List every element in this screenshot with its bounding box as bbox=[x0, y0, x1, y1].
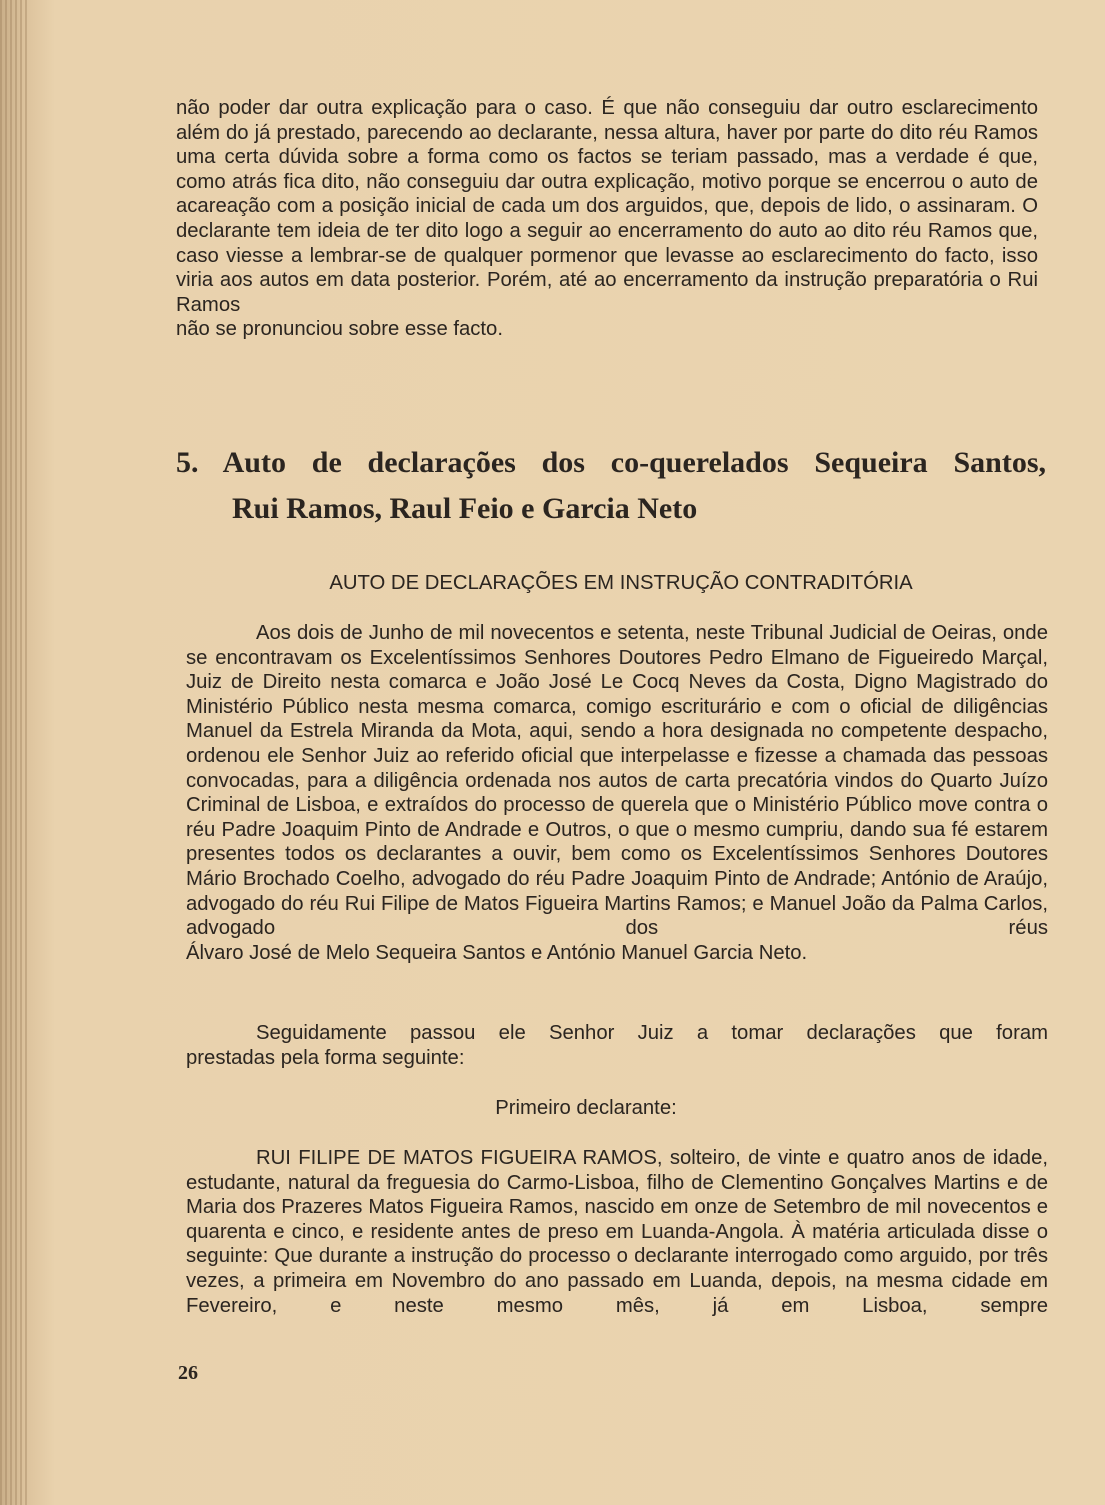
page-number: 26 bbox=[178, 1362, 198, 1384]
paragraph-first-declarant bbox=[186, 1146, 1048, 1318]
paragraph-first-declarant-body: RUI FILIPE DE MATOS FIGUEIRA RAMOS, solteiro, de vinte e quatro anos de idade, estudante, natural da freguesia do Carmo-Lisboa, filho de Clementino Gonçalves Martins e de Maria dos Prazeres Matos Figueira Ramos, nascido em onze de Setembro de mil novecentos e quarenta e cinco, e residente antes de preso em Luanda-Angola. À matéria articulada disse o seguinte: Que durante a instrução do processo o declarante interrogado como arguido, por três vezes, a primeira em Novembro do ano passado em Luanda, depois, na mesma cidade em Fevereiro, e neste mesmo mês, já em Lisboa, sempre bbox=[186, 1147, 1048, 1317]
paragraph-opening-last-line: Álvaro José de Melo Sequeira Santos e António Manuel Garcia Neto. bbox=[186, 941, 808, 964]
book-gutter bbox=[0, 0, 28, 1505]
section-heading-line-2: Rui Ramos, Raul Feio e Garcia Neto bbox=[232, 492, 698, 525]
paragraph-declarations-body: Seguidamente passou ele Senhor Juiz a tomar declarações que foram bbox=[256, 1022, 1048, 1044]
paragraph-opening bbox=[186, 621, 1048, 965]
paragraph-continuation-body: não poder dar outra explicação para o caso. É que não conseguiu dar outro esclarecimento além do já prestado, parecendo ao declarante, nessa altura, haver por parte do dito réu Ramos uma certa dúvida sobre a forma como os factos se teriam passado, mas a verdade é que, como atrás fica dito, não conseguiu dar outra explicação, motivo porque se encerrou o auto de acareação com a posição inicial de cada um dos arguidos, que, depois de lido, o assinaram. O declarante tem ideia de ter dito logo a seguir ao encerramento do auto ao dito réu Ramos que, caso viesse a lembrar-se de qualquer pormenor que levasse ao esclarecimento do facto, isso viria aos autos em data posterior. Porém, até ao encerramento da instrução preparatória o Rui Ramos bbox=[176, 97, 1038, 316]
document-title: AUTO DE DECLARAÇÕES EM INSTRUÇÃO CONTRADITÓRIA bbox=[329, 572, 913, 594]
paragraph-continuation-last-line: não se pronunciou sobre esse facto. bbox=[176, 318, 503, 341]
paragraph-opening-body: Aos dois de Junho de mil novecentos e setenta, neste Tribunal Judicial de Oeiras, onde se encontravam os Excelentíssimos Senhores Doutores Pedro Elmano de Figueiredo Marçal, Juiz de Direito nesta comarca e João José Le Cocq Neves da Costa, Digno Magistrado do Ministério Público nesta mesma comarca, comigo escriturário e com o oficial de diligências Manuel da Estrela Miranda da Mota, aqui, sendo a hora designada no competente despacho, ordenou ele Senhor Juiz ao referido oficial que interpelasse e fizesse a chamada das pessoas convocadas, para a diligência ordenada nos autos de carta precatória vindos do Quarto Juízo Criminal de Lisboa, e extraídos do processo de querela que o Ministério Público move contra o réu Padre Joaquim Pinto de Andrade e Outros, o que o mesmo cumpriu, dando sua fé estarem presentes todos os declarantes a ouvir, bem como os Excelentíssimos Senhores Doutores Mário Brochado Coelho, advogado do réu Padre Joaquim Pinto de Andrade; António de Araújo, advogado do réu Rui Filipe de Matos Figueira Martins Ramos; e Manuel João da Palma Carlos, advogado dos réus bbox=[186, 622, 1048, 940]
paragraph-declarations bbox=[186, 1021, 1048, 1070]
section-heading-line-1: 5. Auto de declarações dos co-querelados Sequeira Santos, bbox=[176, 446, 1046, 479]
subheading: Primeiro declarante: bbox=[495, 1097, 677, 1119]
paragraph-declarations-last-line: prestadas pela forma seguinte: bbox=[186, 1046, 465, 1069]
paragraph-continuation bbox=[176, 96, 1038, 342]
section-heading bbox=[176, 440, 1046, 532]
